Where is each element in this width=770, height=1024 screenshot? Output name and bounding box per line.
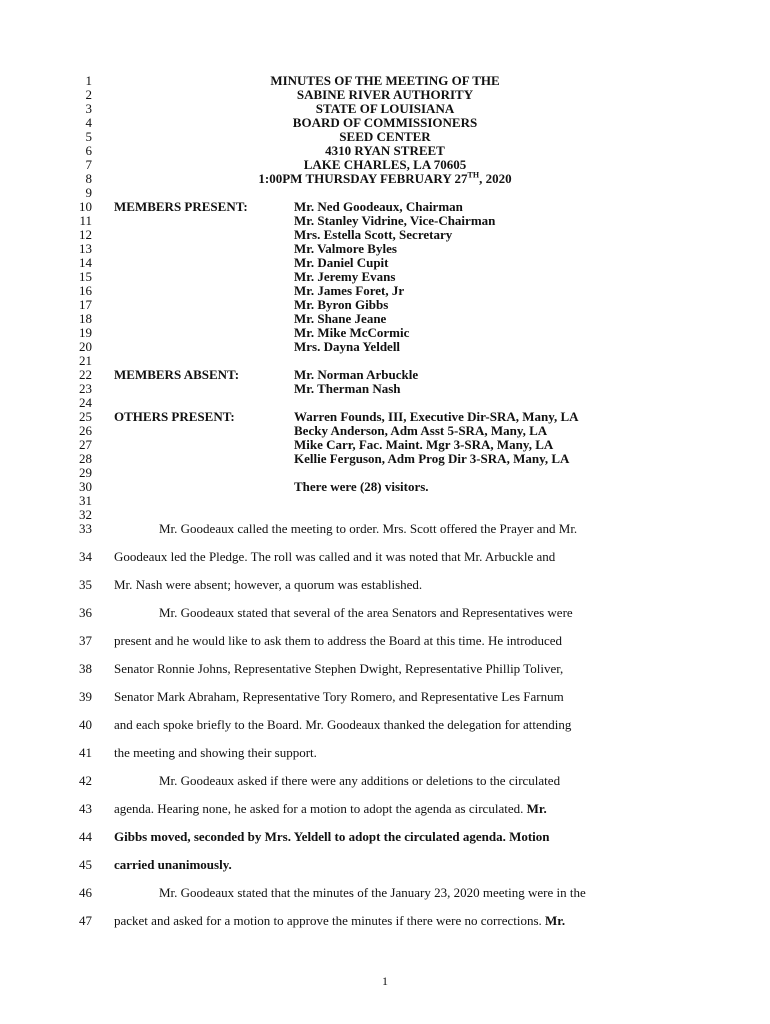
attendee-name: Mike Carr, Fac. Maint. Mgr 3-SRA, Many, LA [294, 437, 554, 452]
attendee-name: Kellie Ferguson, Adm Prog Dir 3-SRA, Many, LA [294, 451, 570, 466]
member-name: Mr. Byron Gibbs [294, 297, 389, 312]
body-line: Senator Mark Abraham, Representative Tory Romero, and Representative Les Farnum [114, 689, 564, 704]
member-name: Mr. Ned Goodeaux, Chairman [294, 199, 463, 214]
line-number: 5 [85, 129, 92, 144]
header-datetime: 1:00PM THURSDAY FEBRUARY 27TH, 2020 [258, 170, 512, 186]
body-line-motion: carried unanimously. [114, 857, 232, 872]
line-number: 40 [79, 717, 92, 732]
body-line: agenda. Hearing none, he asked for a motion to adopt the agenda as circulated. Mr. [114, 801, 547, 816]
body-line: Mr. Goodeaux asked if there were any additions or deletions to the circulated [159, 773, 561, 788]
header-board: BOARD OF COMMISSIONERS [292, 115, 478, 130]
members-absent-label: MEMBERS ABSENT: [114, 367, 240, 382]
line-number: 29 [79, 465, 92, 480]
header-street: 4310 RYAN STREET [325, 143, 445, 158]
member-name: Mr. Mike McCormic [294, 325, 410, 340]
line-number: 28 [79, 451, 92, 466]
line-number: 34 [79, 549, 92, 564]
line-number: 46 [79, 885, 92, 900]
member-name: Mr. James Foret, Jr [294, 283, 405, 298]
line-number: 41 [79, 745, 92, 760]
body-line: packet and asked for a motion to approve the minutes if there were no corrections. Mr. [114, 913, 566, 928]
member-name: Mr. Stanley Vidrine, Vice-Chairman [294, 213, 496, 228]
line-number: 27 [79, 437, 92, 452]
body-line: Mr. Goodeaux stated that the minutes of the January 23, 2020 meeting were in the [159, 885, 586, 900]
line-number: 17 [79, 297, 92, 312]
line-number: 35 [79, 577, 92, 592]
line-number: 33 [79, 521, 92, 536]
line-number: 22 [79, 367, 92, 382]
line-number: 7 [85, 157, 92, 172]
line-number: 31 [79, 493, 92, 508]
body-line: Mr. Goodeaux called the meeting to order. Mrs. Scott offered the Prayer and Mr. [159, 521, 578, 536]
header-organization: SABINE RIVER AUTHORITY [296, 87, 474, 102]
line-number: 47 [79, 913, 92, 928]
member-name: Mr. Jeremy Evans [294, 269, 396, 284]
absent-member-name: Mr. Norman Arbuckle [294, 367, 419, 382]
line-number: 42 [79, 773, 92, 788]
line-number: 23 [79, 381, 92, 396]
line-number: 20 [79, 339, 92, 354]
line-number: 13 [79, 241, 92, 256]
member-name: Mr. Daniel Cupit [294, 255, 389, 270]
body-line: Senator Ronnie Johns, Representative Stephen Dwight, Representative Phillip Toliver, [114, 661, 564, 676]
member-name: Mr. Valmore Byles [294, 241, 397, 256]
line-number: 4 [85, 115, 92, 130]
line-number: 12 [79, 227, 92, 242]
line-number: 19 [79, 325, 92, 340]
line-number: 30 [79, 479, 92, 494]
line-number: 9 [85, 185, 92, 200]
member-name: Mrs. Estella Scott, Secretary [294, 227, 453, 242]
body-line: present and he would like to ask them to address the Board at this time. He introduced [114, 633, 563, 648]
body-line-motion: Gibbs moved, seconded by Mrs. Yeldell to adopt the circulated agenda. Motion [114, 829, 550, 844]
line-number: 44 [79, 829, 92, 844]
line-number: 38 [79, 661, 92, 676]
line-number: 15 [79, 269, 92, 284]
line-number: 37 [79, 633, 92, 648]
others-present-label: OTHERS PRESENT: [114, 409, 235, 424]
attendee-name: Becky Anderson, Adm Asst 5-SRA, Many, LA [294, 423, 548, 438]
line-number: 8 [85, 171, 92, 186]
line-number: 32 [79, 507, 92, 522]
members-present-label: MEMBERS PRESENT: [114, 199, 248, 214]
body-line: Goodeaux led the Pledge. The roll was called and it was noted that Mr. Arbuckle and [114, 549, 556, 564]
line-number: 26 [79, 423, 92, 438]
line-number: 25 [79, 409, 92, 424]
line-number: 16 [79, 283, 92, 298]
visitors-count: There were (28) visitors. [294, 479, 429, 494]
page-number: 1 [382, 974, 388, 988]
line-number: 1 [85, 73, 92, 88]
line-number: 6 [85, 143, 92, 158]
line-number: 24 [79, 395, 92, 410]
header-title: MINUTES OF THE MEETING OF THE [270, 73, 500, 88]
header-venue: SEED CENTER [339, 129, 431, 144]
line-number: 18 [79, 311, 92, 326]
member-name: Mr. Shane Jeane [294, 311, 387, 326]
line-number: 10 [79, 199, 92, 214]
body-line: Mr. Goodeaux stated that several of the area Senators and Representatives were [159, 605, 573, 620]
attendee-name: Warren Founds, III, Executive Dir-SRA, Many, LA [294, 409, 579, 424]
body-line: Mr. Nash were absent; however, a quorum was established. [114, 577, 423, 592]
line-number: 39 [79, 689, 92, 704]
line-number: 3 [85, 101, 92, 116]
line-number: 2 [85, 87, 92, 102]
body-line: the meeting and showing their support. [114, 745, 317, 760]
line-number: 36 [79, 605, 92, 620]
line-number: 43 [79, 801, 92, 816]
header-city: LAKE CHARLES, LA 70605 [303, 157, 467, 172]
line-number: 11 [79, 213, 92, 228]
body-line: and each spoke briefly to the Board. Mr. Goodeaux thanked the delegation for attending [114, 717, 572, 732]
header-state: STATE OF LOUISIANA [315, 101, 455, 116]
line-number: 21 [79, 353, 92, 368]
line-number: 45 [79, 857, 92, 872]
member-name: Mrs. Dayna Yeldell [294, 339, 401, 354]
line-number: 14 [79, 255, 92, 270]
absent-member-name: Mr. Therman Nash [294, 381, 401, 396]
